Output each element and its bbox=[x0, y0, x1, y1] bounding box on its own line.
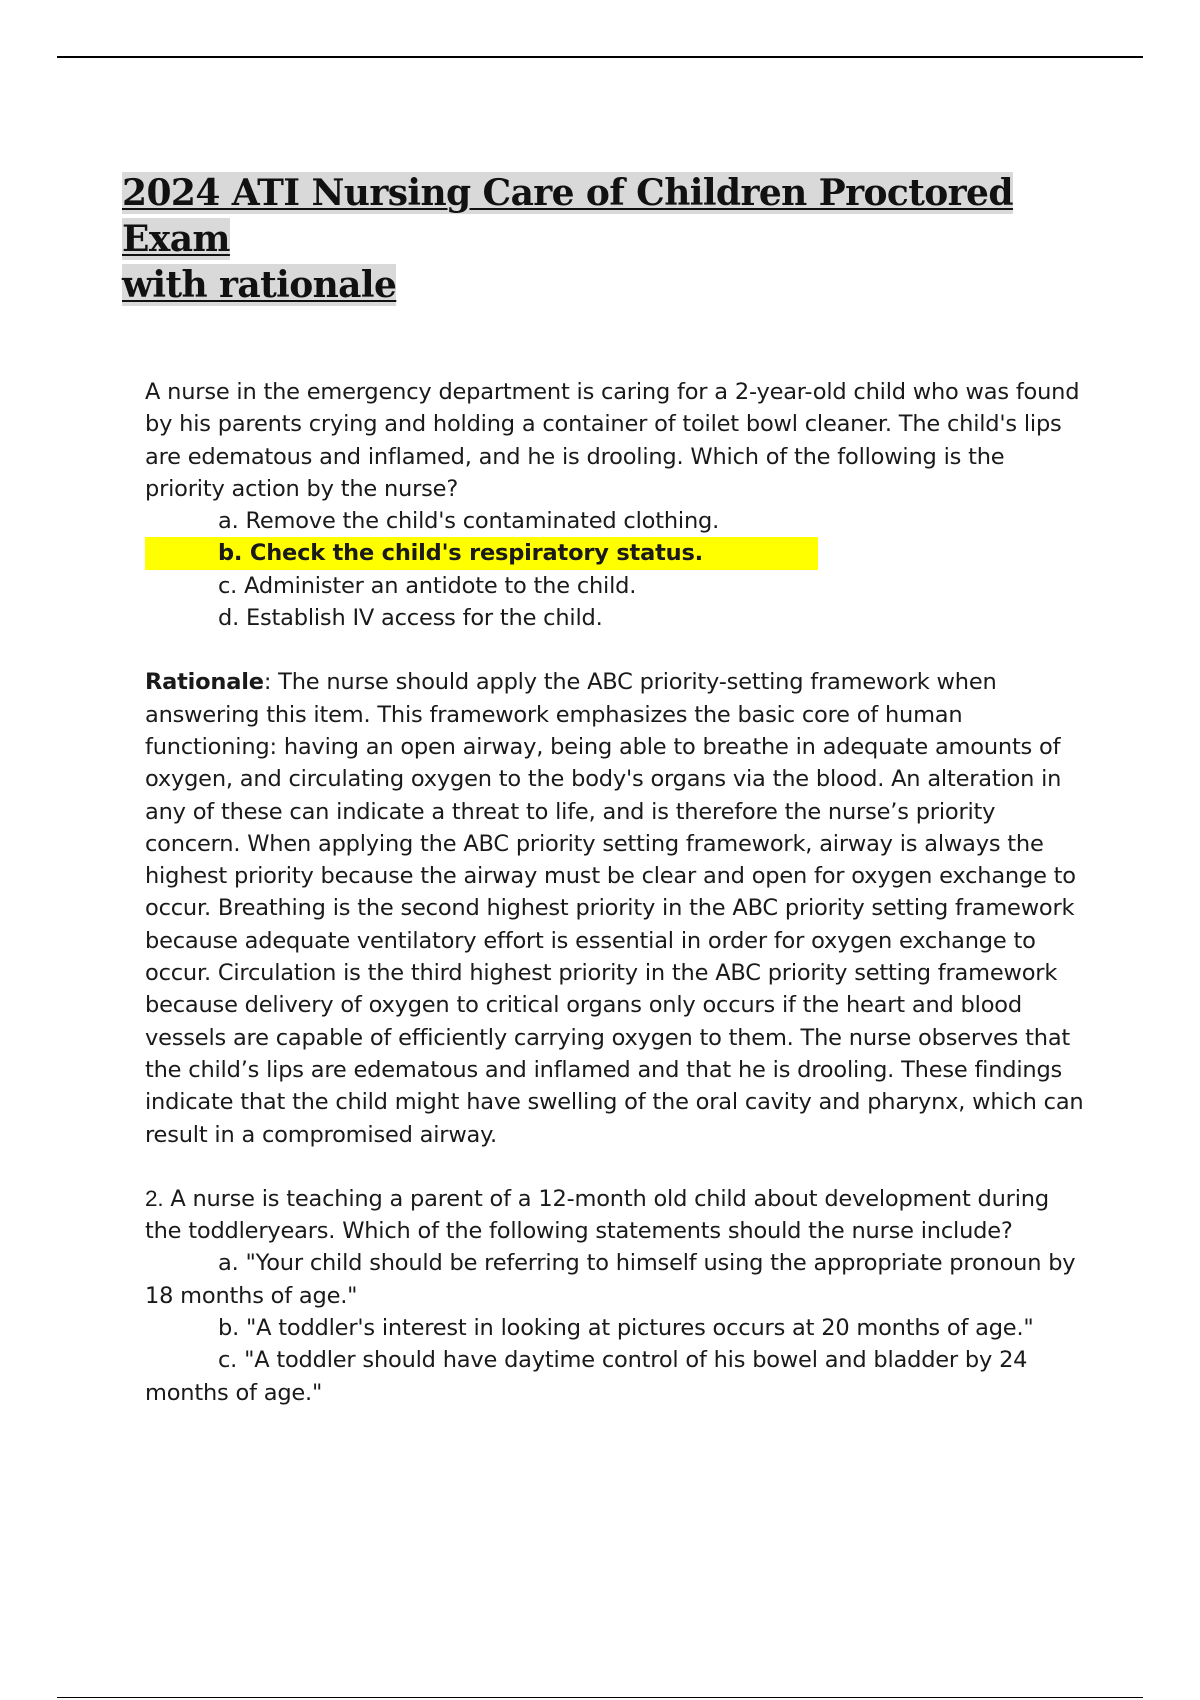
question-1-option-b-answer: b. Check the child's respiratory status. bbox=[145, 537, 818, 569]
title-line-1: 2024 ATI Nursing Care of Children Proctored Exam bbox=[122, 172, 1013, 260]
document-body bbox=[145, 376, 1085, 1409]
question-2-option-b: b. "A toddler's interest in looking at pictures occurs at 20 months of age." bbox=[218, 1315, 1034, 1342]
question-2-number: 2. bbox=[145, 1185, 164, 1211]
question-1-rationale bbox=[145, 666, 1085, 1150]
question-2-option-a: a. "Your child should be referring to himself using the appropriate pronoun by 18 months of age." bbox=[145, 1250, 1076, 1309]
question-2-option-c: c. "A toddler should have daytime control of his bowel and bladder by 24 months of age." bbox=[145, 1347, 1028, 1406]
question-1-option-d: d. Establish IV access for the child. bbox=[218, 605, 603, 632]
document-title bbox=[122, 170, 1052, 308]
question-1-option-a: a. Remove the child's contaminated clothing. bbox=[218, 508, 720, 535]
question-2-text: A nurse is teaching a parent of a 12-month old child about development during the toddleryears. Which of the following statements should the nurse include? bbox=[145, 1185, 1049, 1245]
title-line-2: with rationale bbox=[122, 264, 397, 306]
question-1-stem: A nurse in the emergency department is caring for a 2-year-old child who was found by his parents crying and holding a container of toilet bowl cleaner. The child's lips are edematous and inflamed, and he is drooling. Which of the following is the priority action by the nurse? bbox=[145, 379, 1080, 502]
rationale-text: : The nurse should apply the ABC priority-setting framework when answering this item. This framework emphasizes the basic core of human functioning: having an open airway, being able to breathe in adequate amounts of oxygen, and circulating oxygen to the body's organs via the blood. An alteration in any of these can indicate a threat to life, and is therefore the nurse’s priority concern. When applying the ABC priority setting framework, airway is always the highest priority because the airway must be clear and open for oxygen exchange to occur. Breathing is the second highest priority in the ABC priority setting framework because adequate ventilatory effort is essential in order for oxygen exchange to occur. Circulation is the third highest priority in the ABC priority setting framework because delivery of oxygen to critical organs only occurs if the heart and blood vessels are capable of efficiently carrying oxygen to them. The nurse observes that the child’s lips are edematous and inflamed and that he is drooling. These findings indicate that the child might have swelling of the oral cavity and pharynx, which can result in a compromised airway. bbox=[145, 669, 1084, 1148]
top-rule bbox=[57, 56, 1143, 58]
spacer bbox=[145, 1151, 1085, 1183]
spacer bbox=[145, 634, 1085, 666]
question-1-option-c: c. Administer an antidote to the child. bbox=[218, 572, 637, 599]
rationale-label: Rationale bbox=[145, 669, 264, 696]
question-2-stem bbox=[145, 1183, 1085, 1248]
bottom-rule bbox=[57, 1697, 1143, 1698]
